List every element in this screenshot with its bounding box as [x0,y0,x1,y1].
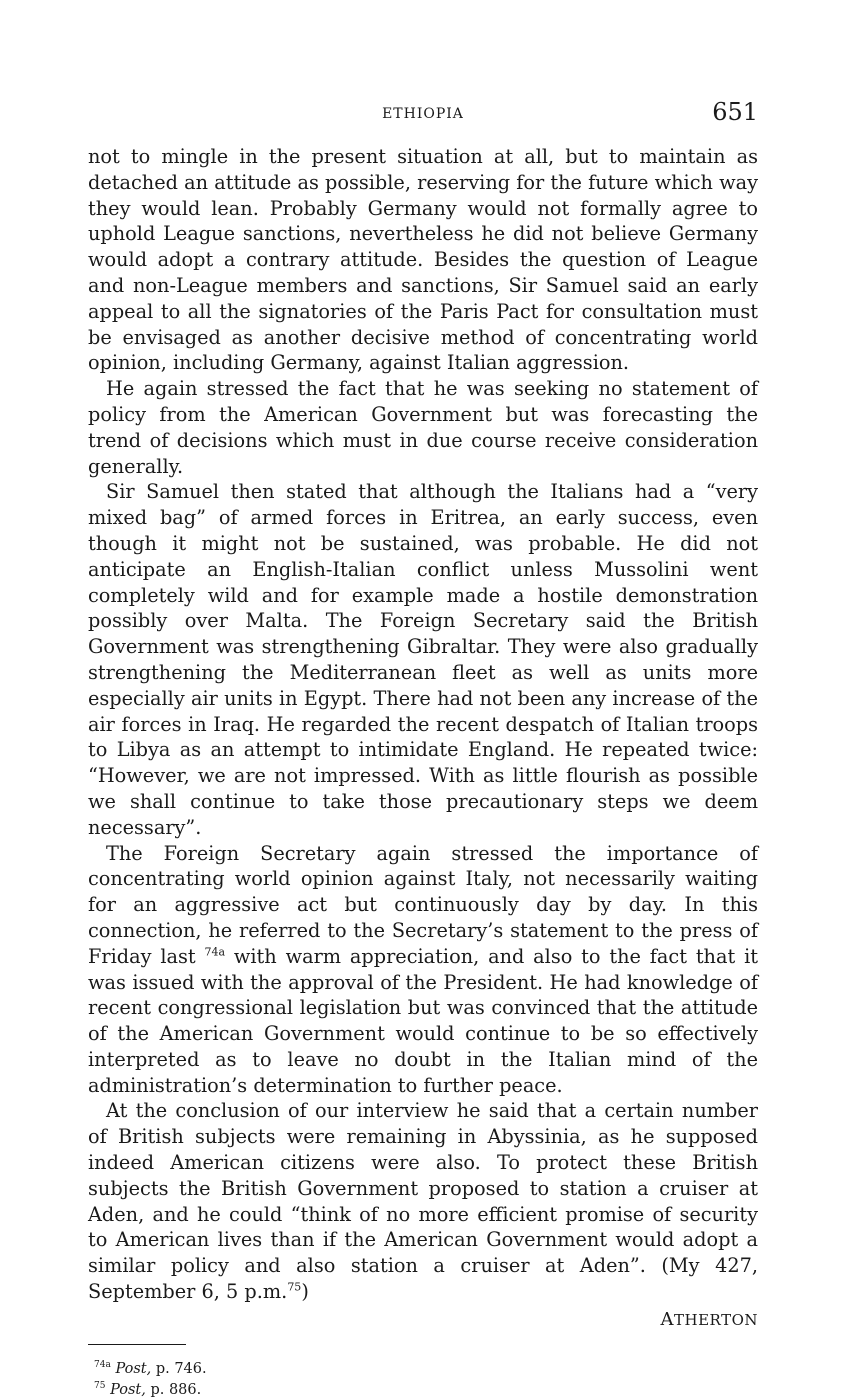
page-header [88,98,758,134]
footnote-reference[interactable]: 75 [287,1280,302,1294]
footnote-source: Post, [115,1360,152,1377]
signature-initial: A [660,1308,674,1330]
paragraph: not to mingle in the present situation at all, but to maintain as detached an attitude as possible, reserving for the future which way they would lean. Probably Germany would not formally agree to uphold League sanctions, nevertheless he did not believe Germany would adopt a contrary attitude. Besides the question of League and non-League members and sanctions, Sir Samuel said an early appeal to all the signatories of the Paris Pact for consultation must be envisaged as another decisive method of concentrating world opinion, including Germany, against Italian aggression. [88,145,758,375]
document-page [88,98,758,1399]
body-text [88,144,758,1305]
footnote-divider [88,1344,186,1345]
paragraph-text: with warm appreciation, and also to the fact that it was issued with the approval of the President. He had knowledge of recent congressional legislation but was convinced that the attitude of the American Government would continue to be so effectively interpreted as to leave no doubt in the Italian mind of the administration’s determination to further peace. [88,944,758,1097]
paragraph: He again stressed the fact that he was seeking no statement of policy from the American Government but was forecasting the trend of decisions which must in due course receive consideration generally. [88,377,758,478]
paragraph-text: ) [301,1280,309,1304]
footnote-source: Post, [110,1381,146,1398]
paragraph-text: At the conclusion of our interview he said that a certain number of British subjects were remaining in Abyssinia, as he supposed indeed American citizens were also. To protect these British subjects the British Government proposed to station a cruiser at Aden, and he could “think of no more efficient promise of security to American lives than if the American Government would adopt a similar policy and also station a cruiser at Aden”. (My 427, September 6, 5 p.m. [88,1099,758,1304]
footnote-mark: 75 [94,1380,106,1391]
footnote [88,1357,758,1378]
signature-rest: THERTON [674,1310,758,1329]
footnote-page: p. 746. [151,1360,207,1377]
paragraph [88,1098,758,1304]
footnote [88,1378,758,1399]
footnote-reference[interactable]: 74a [204,945,226,959]
paragraph [88,841,758,1099]
footnotes [88,1357,758,1399]
page-number: 651 [712,98,758,126]
paragraph: Sir Samuel then stated that although the Italians had a “very mixed bag” of armed forces in Eritrea, an early success, even though it might not be sustained, was probable. He did not anticipate an English-Italian conflict unless Mussolini went completely wild and for example made a hostile demonstration possibly over Malta. The Foreign Secretary said the British Government was strengthening Gibraltar. They were also gradually strengthening the Mediterranean fleet as well as units more especially air units in Egypt. There had not been any increase of the air forces in Iraq. He regarded the recent despatch of Italian troops to Libya as an attempt to intimidate England. He repeated twice: “However, we are not impressed. With as little flourish as possible we shall continue to take those precautionary steps we deem necessary”. [88,480,758,839]
signature [88,1309,758,1330]
footnote-mark: 74a [94,1359,111,1370]
running-head: ETHIOPIA [382,106,464,122]
footnote-page: p. 886. [145,1381,202,1398]
paragraph-text: The Foreign Secretary again stressed the importance of concentrating world opinion against Italy, not necessarily waiting for an aggressive act but continuously day by day. In this connection, he referred to the Secretary’s statement to the press of Friday last [88,841,758,968]
